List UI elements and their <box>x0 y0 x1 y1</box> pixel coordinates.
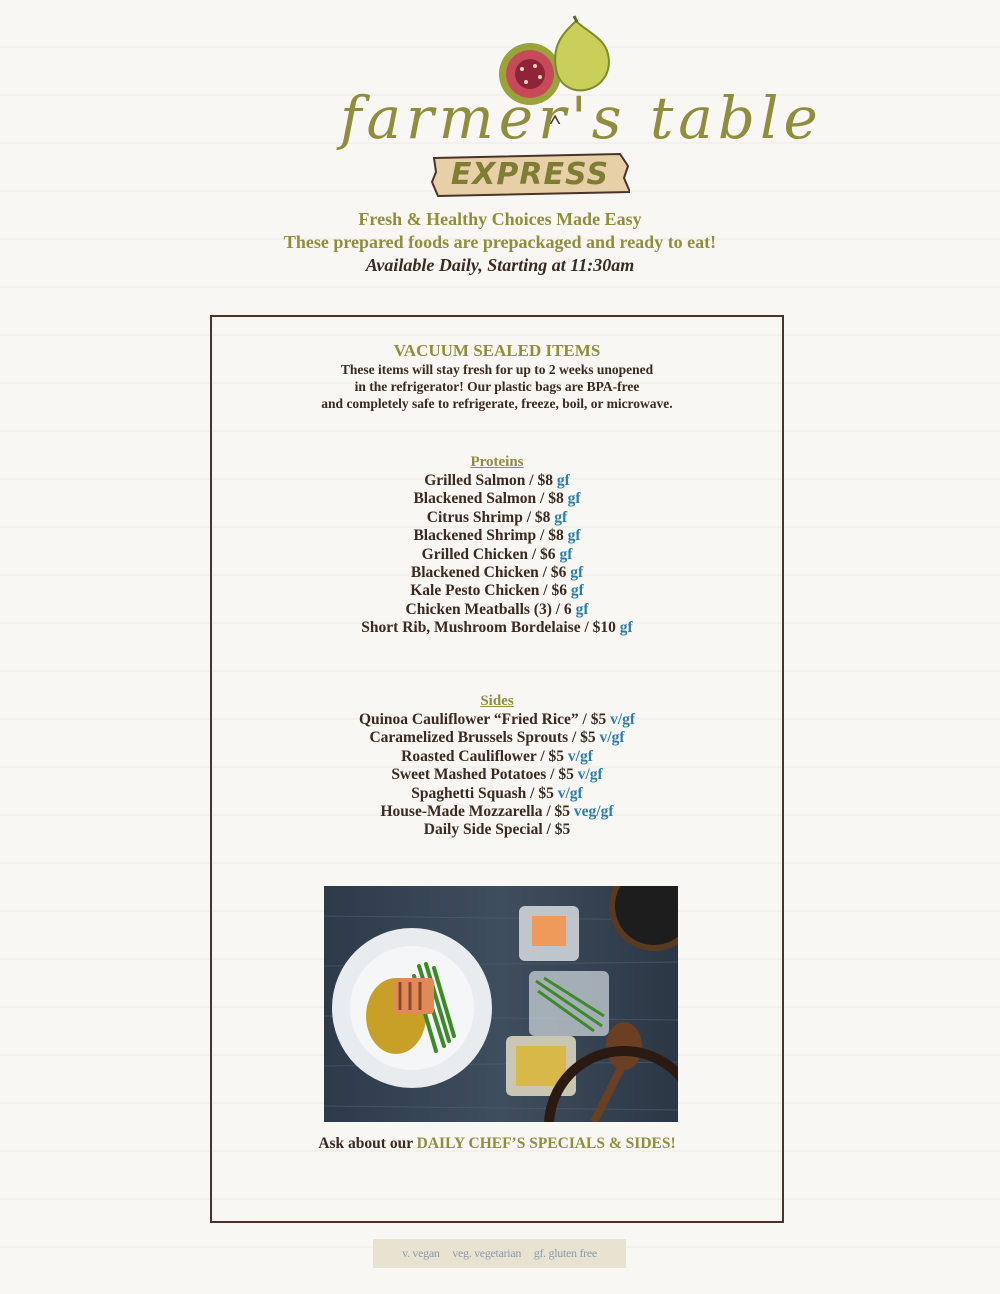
tagline-line-2: These prepared foods are prepackaged and ready to eat! <box>283 232 717 252</box>
list-item: Blackened Salmon / $8 gf <box>413 490 581 508</box>
specials-prefix: Ask about our <box>318 1135 413 1152</box>
list-item: Roasted Cauliflower / $5 v/gf <box>401 747 593 765</box>
sides-heading: Sides <box>480 693 514 709</box>
menu-box <box>210 315 784 1223</box>
proteins-heading: Proteins <box>470 454 524 470</box>
list-item: Chicken Meatballs (3) / 6 gf <box>405 600 589 618</box>
specials-callout <box>212 1135 782 1153</box>
tagline <box>0 208 1000 277</box>
list-item: Quinoa Cauliflower “Fried Rice” / $5 v/gf <box>358 711 636 728</box>
list-item: Daily Side Special / $5 <box>423 821 571 839</box>
list-item: House-Made Mozzarella / $5 veg/gf <box>380 802 614 820</box>
list-item: Sweet Mashed Potatoes / $5 v/gf <box>391 766 603 784</box>
dietary-legend <box>373 1239 626 1268</box>
list-item: Blackened Shrimp / $8 gf <box>413 527 581 545</box>
list-item: Grilled Chicken / $6 gf <box>421 545 573 563</box>
specials-highlight: DAILY CHEF’S SPECIALS & SIDES! <box>416 1135 676 1152</box>
list-item: Kale Pesto Chicken / $6 gf <box>410 582 584 600</box>
section-title: VACUUM SEALED ITEMS <box>393 341 601 360</box>
description-line-3: and completely safe to refrigerate, freeze, boil, or microwave. <box>321 396 673 411</box>
list-item: Short Rib, Mushroom Bordelaise / $10 gf <box>361 619 633 637</box>
legend-gluten-free: gf. gluten free <box>533 1246 597 1260</box>
legend-vegetarian: veg. vegetarian <box>452 1246 522 1260</box>
tagline-line-3: Available Daily, Starting at 11:30am <box>365 255 635 275</box>
logo-wordmark: farmer's table <box>340 84 823 152</box>
list-item: Citrus Shrimp / $8 gf <box>426 508 568 526</box>
sides-list <box>212 693 782 840</box>
list-item: Caramelized Brussels Sprouts / $5 v/gf <box>369 729 625 747</box>
tagline-line-1: Fresh & Healthy Choices Made Easy <box>358 209 642 229</box>
brand-logo <box>330 14 823 199</box>
express-sign <box>430 152 630 198</box>
list-item: Blackened Chicken / $6 gf <box>410 563 584 581</box>
list-item: Grilled Salmon / $8 gf <box>424 472 570 489</box>
description-line-1: These items will stay fresh for up to 2 weeks unopened <box>340 362 654 377</box>
description-line-2: in the refrigerator! Our plastic bags are BPA-free <box>354 379 640 394</box>
express-badge: EXPRESS <box>450 157 610 192</box>
list-item: Spaghetti Squash / $5 v/gf <box>411 784 583 802</box>
food-photo <box>324 886 678 1122</box>
proteins-list <box>212 454 782 638</box>
legend-vegan: v. vegan <box>402 1246 440 1260</box>
section-description <box>212 361 782 412</box>
